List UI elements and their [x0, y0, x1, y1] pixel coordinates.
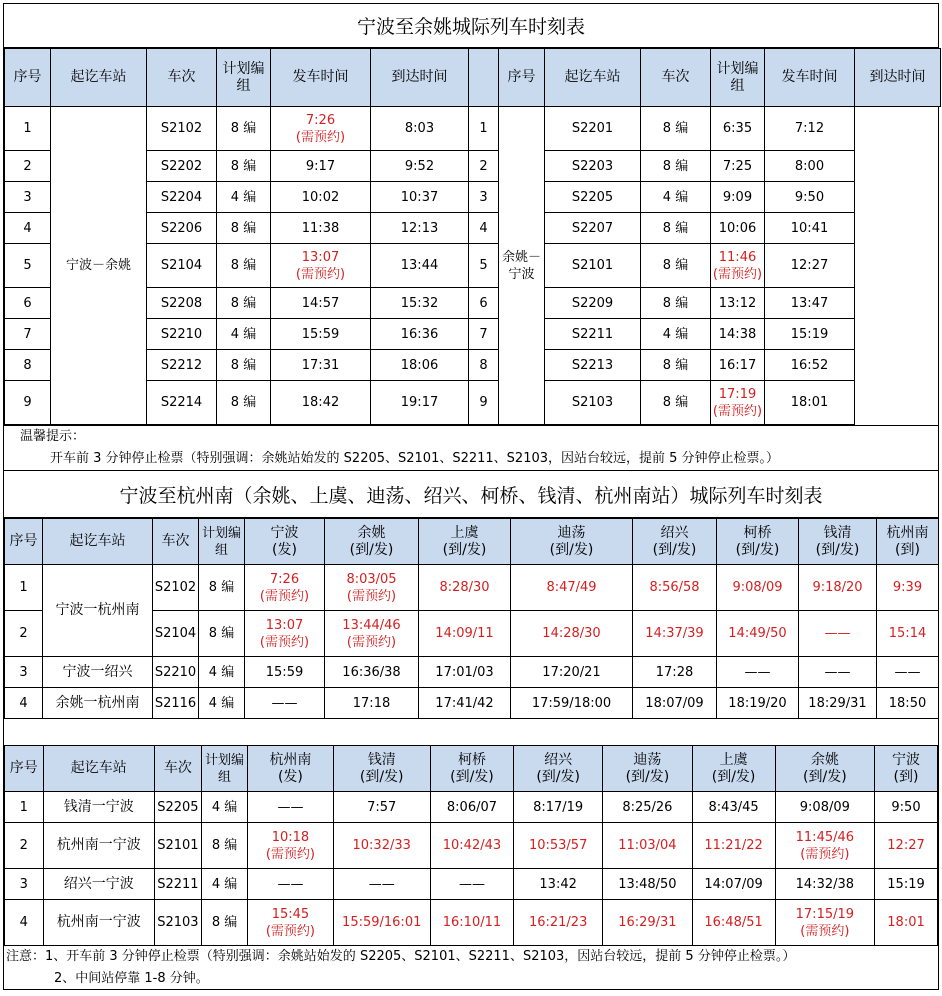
header-station: [875, 746, 938, 792]
time-value: 17:20/21: [542, 664, 601, 680]
row-number: 1: [5, 107, 51, 151]
row-number: 3: [5, 182, 51, 213]
reservation-note: (需预约): [295, 266, 346, 282]
arrival-time: 8:03: [371, 107, 469, 151]
row-number: 1: [5, 792, 44, 823]
header-train: 车次: [155, 746, 202, 792]
header-station: [692, 746, 775, 792]
table-row: [5, 869, 938, 900]
header-group: 计划编组: [217, 49, 271, 107]
tip-text: 开车前 3 分钟停止检票（特别强调：余姚站始发的 S2205、S2101、S2211、S2103，因站台较远，提前 5 分钟停止检票。）: [50, 451, 780, 466]
time-value: 17:18: [352, 695, 391, 711]
arrival-time: 10:37: [371, 182, 469, 213]
row-number: 2: [469, 151, 499, 182]
train-number: S2104: [147, 244, 217, 288]
reservation-note: (需预约): [259, 634, 310, 650]
time-value: 18:42: [301, 395, 340, 410]
train-number: S2203: [545, 151, 641, 182]
train-number: S2201: [545, 107, 641, 151]
reservation-note: (需预约): [712, 266, 763, 282]
row-number: 9: [5, 381, 51, 425]
station-name: 绍兴: [544, 751, 573, 768]
arrival-time: 15:19: [765, 319, 855, 350]
time-value: ——: [271, 695, 298, 711]
time-value: 17:59/18:00: [531, 695, 612, 711]
train-number: S2214: [147, 381, 217, 425]
ningbo-yuyao-table: [4, 48, 941, 425]
table-row: [5, 688, 939, 719]
time-value: 16:29/31: [618, 915, 677, 930]
header-train: 车次: [153, 519, 199, 565]
reservation-note: (需预约): [346, 634, 397, 650]
table2-title: 宁波至杭州南（余姚、上虞、迪荡、绍兴、柯桥、钱清、杭州南站）城际列车时刻表: [4, 470, 938, 518]
station-action: (到/发): [536, 768, 580, 785]
station-name: 宁波: [270, 524, 299, 541]
header-route: 起讫车站: [51, 49, 147, 107]
header-route: 起讫车站: [545, 49, 641, 107]
header-no: 序号: [499, 49, 545, 107]
row-number: 6: [469, 288, 499, 319]
route-name: 宁波一杭州南: [43, 565, 153, 657]
train-group: 8 编: [641, 381, 711, 425]
header-route: 起讫车站: [43, 746, 155, 792]
route-name: 杭州南一宁波: [43, 900, 155, 946]
header-group: 计划编组: [199, 519, 245, 565]
header-station: [603, 746, 692, 792]
time-value: ——: [824, 626, 851, 641]
arrival-time: 7:12: [765, 107, 855, 151]
header-station: [325, 519, 419, 565]
train-number: S2211: [155, 869, 202, 900]
route-name: 宁波－余姚: [51, 107, 147, 425]
row-number: 3: [5, 869, 44, 900]
time-value: 9:50: [891, 799, 921, 815]
station-action: (到/发): [349, 541, 394, 558]
train-group: 8 编: [217, 151, 271, 182]
train-group: 8 编: [641, 244, 711, 288]
row-number: 3: [5, 657, 43, 688]
train-number: S2101: [545, 244, 641, 288]
time-value: 17:28: [655, 664, 694, 680]
time-value: 10:18: [271, 829, 310, 845]
train-group: 8 编: [641, 288, 711, 319]
train-number: S2101: [155, 823, 202, 869]
train-number: S2207: [545, 213, 641, 244]
reservation-note: (需预约): [712, 403, 763, 419]
row-number: 4: [5, 688, 43, 719]
time-value: 16:21/23: [528, 915, 588, 930]
time-value: 14:32/38: [795, 876, 855, 892]
train-group: 8 编: [217, 288, 271, 319]
header-station: [248, 746, 333, 792]
train-group: 8 编: [217, 381, 271, 425]
train-number: S2204: [147, 182, 217, 213]
table-row: [5, 823, 938, 869]
time-value: 8:28/30: [439, 580, 490, 595]
time-value: 13:12: [718, 295, 757, 311]
arrival-time: 16:36: [371, 319, 469, 350]
note-line-2: 2、中间站停靠 1-8 分钟。: [54, 971, 209, 986]
time-value: ——: [458, 876, 485, 892]
time-value: ——: [894, 664, 921, 680]
route-name: 余姚－宁波: [499, 107, 545, 425]
time-value: 10:53/57: [528, 838, 588, 853]
time-value: 9:08/09: [799, 799, 850, 815]
train-group: 4 编: [641, 319, 711, 350]
train-number: S2210: [153, 657, 199, 688]
train-number: S2205: [155, 792, 202, 823]
time-value: 16:10/11: [442, 915, 502, 930]
row-number: 4: [5, 900, 44, 946]
time-value: 10:02: [301, 189, 340, 205]
time-value: 14:07/09: [704, 876, 763, 892]
header-station: [511, 519, 633, 565]
header-station: [775, 746, 874, 792]
row-number: 8: [5, 350, 51, 381]
station-action: (到/发): [735, 541, 780, 558]
time-value: 8:25/26: [622, 799, 673, 815]
station-name: 余姚: [810, 751, 839, 768]
time-value: 13:44/46: [342, 617, 401, 633]
row-number: 5: [5, 244, 51, 288]
station-name: 迪荡: [633, 751, 662, 768]
reservation-note: (需预约): [259, 588, 310, 604]
station-name: 宁波: [892, 751, 921, 768]
route-name: 宁波一绍兴: [43, 657, 153, 688]
time-value: 8:47/49: [546, 580, 597, 595]
train-number: S2103: [545, 381, 641, 425]
header-arr: 到达时间: [855, 49, 941, 107]
reservation-note: (需预约): [265, 846, 316, 862]
station-name: 上虞: [450, 524, 479, 541]
header-train: 车次: [641, 49, 711, 107]
header-train: 车次: [147, 49, 217, 107]
header-station: [717, 519, 799, 565]
train-group: 8 编: [641, 151, 711, 182]
train-number: S2211: [545, 319, 641, 350]
header-group: 计划编组: [201, 746, 248, 792]
header-station: [514, 746, 603, 792]
time-value: 6:35: [722, 121, 753, 136]
station-name: 柯桥: [457, 751, 486, 768]
time-value: 9:09: [722, 189, 753, 205]
header-station: [799, 519, 877, 565]
train-group: 8 编: [217, 107, 271, 151]
row-number: 8: [469, 350, 499, 381]
time-value: 16:48/51: [704, 915, 763, 930]
time-value: 8:06/07: [446, 799, 498, 815]
train-number: S2212: [147, 350, 217, 381]
row-number: 5: [469, 244, 499, 288]
header-station: [877, 519, 939, 565]
time-value: 18:07/09: [645, 695, 704, 711]
time-value: 15:14: [888, 626, 927, 641]
train-number: S2102: [153, 565, 199, 611]
time-value: 13:48/50: [618, 876, 677, 892]
row-number: 4: [469, 213, 499, 244]
train-number: S2202: [147, 151, 217, 182]
time-value: 14:28/30: [542, 626, 601, 641]
table-row: [5, 792, 938, 823]
time-value: 7:57: [367, 799, 397, 815]
header-station: [333, 746, 430, 792]
arrival-time: 18:01: [765, 381, 855, 425]
time-value: 12:27: [887, 838, 925, 853]
time-value: 15:59/16:01: [342, 915, 422, 930]
time-value: 11:45/46: [795, 829, 855, 845]
time-value: 9:08/09: [732, 580, 783, 595]
time-value: 16:17: [718, 357, 757, 373]
row-number: 2: [5, 823, 44, 869]
train-group: 8 编: [641, 107, 711, 151]
station-action: (到/发): [442, 541, 487, 558]
time-value: 9:39: [892, 580, 923, 595]
header-group: 计划编组: [711, 49, 765, 107]
header-no: 序号: [5, 746, 44, 792]
time-value: 14:57: [301, 295, 340, 311]
reservation-note: (需预约): [346, 588, 397, 604]
route-name: 绍兴一宁波: [43, 869, 155, 900]
time-value: 9:18/20: [812, 580, 863, 595]
train-group: 8 编: [199, 565, 245, 611]
arrival-time: 13:44: [371, 244, 469, 288]
time-value: 18:29/31: [808, 695, 867, 711]
header-station: [633, 519, 717, 565]
reservation-note: (需预约): [265, 923, 316, 939]
train-number: S2102: [147, 107, 217, 151]
train-number: S2205: [545, 182, 641, 213]
arrival-time: 10:41: [765, 213, 855, 244]
time-value: 8:17/19: [533, 799, 584, 815]
station-action: (到/发): [450, 768, 494, 785]
time-value: ——: [744, 664, 771, 680]
header-dep: 发车时间: [765, 49, 855, 107]
train-group: 8 编: [201, 900, 248, 946]
arrival-time: 18:06: [371, 350, 469, 381]
time-value: 7:26: [269, 571, 300, 587]
station-name: 杭州南: [886, 524, 929, 541]
time-value: 17:01/03: [435, 664, 494, 680]
header-arr: 到达时间: [371, 49, 469, 107]
station-action: (到): [893, 768, 919, 785]
header-route: 起讫车站: [43, 519, 153, 565]
station-name: 余姚: [357, 524, 386, 541]
station-action: (到/发): [652, 541, 697, 558]
time-value: 11:46: [718, 249, 757, 265]
table-spacer: [4, 719, 938, 746]
row-number: 7: [469, 319, 499, 350]
time-value: 9:17: [305, 158, 336, 174]
time-value: 17:19: [718, 386, 757, 402]
arrival-time: 15:32: [371, 288, 469, 319]
time-value: 17:41/42: [435, 695, 494, 711]
reservation-note: (需预约): [295, 129, 346, 145]
train-group: 4 编: [217, 182, 271, 213]
header-no: 序号: [5, 49, 51, 107]
time-value: 17:31: [301, 357, 340, 373]
train-group: 8 编: [217, 213, 271, 244]
train-group: 8 编: [201, 823, 248, 869]
route-name: 杭州南一宁波: [43, 823, 155, 869]
station-name: 上虞: [719, 751, 748, 768]
ningbo-hangzhou-table: [4, 518, 939, 719]
time-value: 16:36/38: [342, 664, 401, 680]
row-number: 6: [5, 288, 51, 319]
arrival-time: 13:47: [765, 288, 855, 319]
hangzhou-ningbo-table: [4, 745, 938, 946]
row-number: 1: [469, 107, 499, 151]
train-group: 8 编: [217, 350, 271, 381]
header-station: [419, 519, 511, 565]
row-number: 2: [5, 151, 51, 182]
station-action: (到/发): [711, 768, 756, 785]
time-value: 10:32/33: [352, 838, 411, 853]
time-value: 8:56/58: [649, 580, 700, 595]
time-value: 14:38: [718, 326, 757, 342]
time-value: 7:25: [722, 158, 753, 174]
time-value: 10:06: [718, 220, 757, 236]
station-action: (发): [277, 768, 303, 785]
timetable-page: [3, 3, 939, 990]
time-value: ——: [824, 664, 851, 680]
train-number: S2206: [147, 213, 217, 244]
station-action: (发): [272, 541, 297, 558]
train-number: S2103: [155, 900, 202, 946]
arrival-time: 8:00: [765, 151, 855, 182]
station-name: 钱清: [823, 524, 852, 541]
time-value: 14:49/50: [728, 626, 787, 641]
time-value: 8:03/05: [346, 571, 397, 587]
train-group: 8 编: [641, 213, 711, 244]
row-number: 9: [469, 381, 499, 425]
train-group: 8 编: [217, 244, 271, 288]
time-value: 13:42: [539, 876, 577, 892]
station-name: 钱清: [367, 751, 396, 768]
time-value: 13:07: [265, 617, 304, 633]
time-value: 15:59: [301, 326, 340, 342]
arrival-time: 12:27: [765, 244, 855, 288]
train-number: S2116: [153, 688, 199, 719]
arrival-time: 19:17: [371, 381, 469, 425]
train-group: 4 编: [217, 319, 271, 350]
time-value: 15:59: [265, 664, 304, 680]
time-value: 11:03/04: [618, 838, 677, 853]
route-name: 钱清一宁波: [43, 792, 155, 823]
train-group: 4 编: [199, 688, 245, 719]
tip-title: 温馨提示：: [20, 429, 86, 444]
station-action: (到/发): [359, 768, 404, 785]
note-line-1: 注意：1、开车前 3 分钟停止检票（特别强调：余姚站始发的 S2205、S2101、S2211、S2103，因站台较远，提前 5 分钟停止检票。）: [6, 949, 796, 964]
table-row: [5, 107, 941, 151]
time-value: 10:42/43: [442, 838, 502, 853]
station-action: (到/发): [803, 768, 847, 785]
arrival-time: 9:50: [765, 182, 855, 213]
train-number: S2210: [147, 319, 217, 350]
train-number: S2104: [153, 611, 199, 657]
time-value: 18:19/20: [728, 695, 787, 711]
train-number: S2208: [147, 288, 217, 319]
row-number: 7: [5, 319, 51, 350]
arrival-time: 16:52: [765, 350, 855, 381]
time-value: 13:07: [301, 249, 340, 265]
route-name: 余姚一杭州南: [43, 688, 153, 719]
train-group: 4 编: [199, 657, 245, 688]
station-name: 柯桥: [743, 524, 772, 541]
train-number: S2209: [545, 288, 641, 319]
time-value: 18:01: [887, 915, 925, 930]
header-dep: 发车时间: [271, 49, 371, 107]
time-value: 15:45: [271, 906, 310, 922]
station-name: 迪荡: [557, 524, 586, 541]
reservation-note: (需预约): [800, 923, 850, 939]
station-action: (到/发): [625, 768, 670, 785]
row-number: 1: [5, 565, 43, 611]
time-value: 14:09/11: [435, 626, 494, 641]
train-group: 4 编: [641, 182, 711, 213]
time-value: 11:38: [301, 220, 340, 236]
time-value: 15:19: [887, 876, 925, 892]
time-value: 18:50: [888, 695, 927, 711]
reservation-note: (需预约): [800, 846, 850, 862]
table1-title: 宁波至余姚城际列车时刻表: [4, 4, 938, 48]
train-group: 8 编: [199, 611, 245, 657]
arrival-time: 9:52: [371, 151, 469, 182]
time-value: 11:21/22: [704, 838, 763, 853]
time-value: 17:15/19: [795, 906, 855, 922]
time-value: ——: [368, 876, 395, 892]
arrival-time: 12:13: [371, 213, 469, 244]
train-number: S2213: [545, 350, 641, 381]
station-action: (到): [895, 541, 920, 558]
train-group: 4 编: [201, 869, 248, 900]
station-action: (到/发): [549, 541, 594, 558]
station-name: 绍兴: [660, 524, 689, 541]
header-no: 序号: [5, 519, 43, 565]
header-station: [430, 746, 513, 792]
column-divider: [469, 49, 499, 107]
table-row: [5, 900, 938, 946]
time-value: 8:43/45: [708, 799, 759, 815]
table-row: [5, 565, 939, 611]
row-number: 4: [5, 213, 51, 244]
row-number: 3: [469, 182, 499, 213]
header-station: [245, 519, 325, 565]
table-row: [5, 657, 939, 688]
station-action: (到/发): [815, 541, 860, 558]
train-group: 8 编: [641, 350, 711, 381]
time-value: 14:37/39: [645, 626, 704, 641]
row-number: 2: [5, 611, 43, 657]
time-value: ——: [277, 876, 304, 892]
time-value: ——: [277, 799, 304, 815]
station-name: 杭州南: [269, 751, 312, 768]
train-group: 4 编: [201, 792, 248, 823]
time-value: 7:26: [305, 112, 336, 128]
